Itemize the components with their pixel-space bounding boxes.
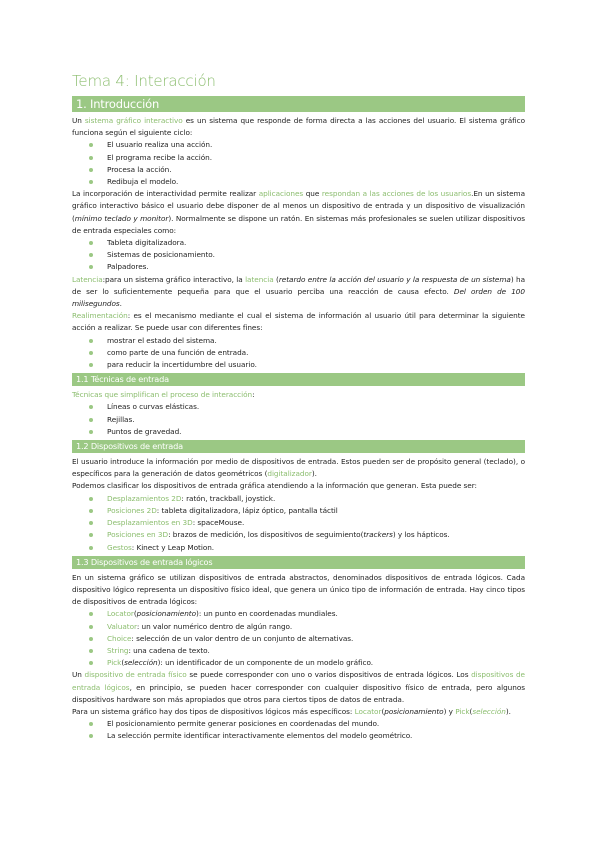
list-item: Puntos de gravedad. [89,426,525,438]
list-item: El usuario realiza una acción. [89,139,525,151]
list-item: Desplazamientos 2D: ratón, trackball, joystick. [89,493,525,505]
list-item: Líneas o curvas elásticas. [89,401,525,413]
highlight-term: respondan a las acciones de los usuarios [321,189,472,199]
paragraph-clasificar: Podemos clasificar los dispositivos de entrada gráfica atendiendo a la información que generan. Esta puede ser: [72,481,477,491]
paragraph-fisico: Un dispositivo de entrada físico se puede corresponder con uno o varios dispositivos de entrada lógicos. Los dispositivos de entrada lógicos, en principio, se pueden hacer corresponder con cualquier dispositivo físico de entrada, pero algunos dispositivos hardware son más apropiados que otros para ciertos tipos de datos de entrada. [72,670,525,704]
highlight-term: Realimentación [72,311,128,321]
highlight-term: dispositivo de entrada físico [84,670,187,680]
paragraph-tecnicas: Técnicas que simplifican el proceso de interacción: [72,390,255,400]
cycle-list [72,139,525,188]
highlight-term: Latencia [72,274,103,284]
highlight-term: Técnicas que simplifican el proceso de interacción [72,390,253,400]
devices-list [72,237,525,274]
purposes-list [72,335,525,372]
paragraph-realimentacion: Realimentación: es el mecanismo mediante el cual el sistema de información al usuario útil para determinar la siguiente acción a realizar. Se puede usar con diferentes fines: [72,311,525,333]
list-item: Posiciones 2D: tableta digitalizadora, lápiz óptico, pantalla táctil [89,505,525,517]
highlight-term: latencia [245,274,274,284]
highlight-term: dispositivos de entrada lógicos [72,670,525,692]
page-title: Tema 4: Interacción [72,72,216,90]
list-item: Procesa la acción. [89,164,525,176]
paragraph-logicos: En un sistema gráfico se utilizan dispositivos de entrada abstractos, denominados dispositivos de entrada lógicos. Cada dispositivo lógico representa un dispositivo físico ideal, que genera un único tipo de información de entrada. Hay cinco tipos de dispositivos de entrada lógicos: [72,572,525,607]
tecnicas-list [72,401,525,438]
paragraph-latencia: Latencia:para un sistema gráfico interactivo, la latencia (retardo entre la acción del usuario y la respuesta de un sistema) ha de ser lo suficientemente pequeña para que el usuario perciba una reacción de causa efecto. Del orden de 100 milisegundos. [72,274,525,309]
highlight-term: sistema gráfico interactivo [84,116,183,125]
final-list [72,718,525,742]
list-item: La selección permite identificar interactivamente elementos del modelo geométrico. [89,730,525,742]
list-item: Tableta digitalizadora. [89,237,525,249]
list-item: Rejillas. [89,414,525,426]
highlight-term: aplicaciones [258,189,304,199]
logical-devices-list [72,608,525,669]
section-heading-tecnicas: 1.1 Técnicas de entrada [72,373,525,386]
list-item: Locator(posicionamiento): un punto en coordenadas mundiales. [89,608,525,620]
list-item: Desplazamientos en 3D: spaceMouse. [89,517,525,529]
paragraph-dispositivos: El usuario introduce la información por medio de dispositivos de entrada. Estos pueden ser de propósito general (teclado), o específicos para la generación de datos geométricos (digitalizador). [72,457,525,479]
document-content [72,72,525,743]
input-types-list [72,493,525,554]
list-item: Pick(selección): un identificador de un componente de un modelo gráfico. [89,657,525,669]
list-item: Gestos: Kinect y Leap Motion. [89,542,525,554]
highlight-term: Locator [354,706,382,716]
section-heading-logicos: 1.3 Dispositivos de entrada lógicos [72,556,525,569]
list-item: mostrar el estado del sistema. [89,335,525,347]
list-item: String: una cadena de texto. [89,645,525,657]
list-item: Choice: selección de un valor dentro de un conjunto de alternativas. [89,633,525,645]
paragraph-interactividad: La incorporación de interactividad permite realizar aplicaciones que respondan a las acciones de los usuarios.En un sistema gráfico interactivo básico el usuario debe disponer de al menos un dispositivo de entrada y un dispositivo de visualización (mínimo teclado y monitor). Normalmente se dispone un ratón. En sistemas más profesionales se suelen utilizar dispositivos de entrada especiales como: [72,189,525,235]
list-item: El programa recibe la acción. [89,152,525,164]
section-heading-introduccion: 1. Introducción [72,96,525,112]
list-item: como parte de una función de entrada. [89,347,525,359]
list-item: El posicionamiento permite generar posiciones en coordenadas del mundo. [89,718,525,730]
paragraph-intro: Un sistema gráfico interactivo es un sistema que responde de forma directa a las acciones del usuario. El sistema gráfico funciona según el siguiente ciclo: [72,116,525,138]
highlight-term: digitalizador [267,469,312,479]
list-item: para reducir la incertidumbre del usuario. [89,359,525,371]
paragraph-especificos: Para un sistema gráfico hay dos tipos de dispositivos lógicos más específicos: Locator(posicionamiento) y Pick(selección). [72,706,511,716]
list-item: Palpadores. [89,261,525,273]
list-item: Posiciones en 3D: brazos de medición, los dispositivos de seguimiento(trackers) y los hápticos. [89,529,525,541]
list-item: Valuator: un valor numérico dentro de algún rango. [89,621,525,633]
section-heading-dispositivos: 1.2 Dispositivos de entrada [72,440,525,453]
list-item: Redibuja el modelo. [89,176,525,188]
list-item: Sistemas de posicionamiento. [89,249,525,261]
highlight-term: Pick [455,706,470,716]
